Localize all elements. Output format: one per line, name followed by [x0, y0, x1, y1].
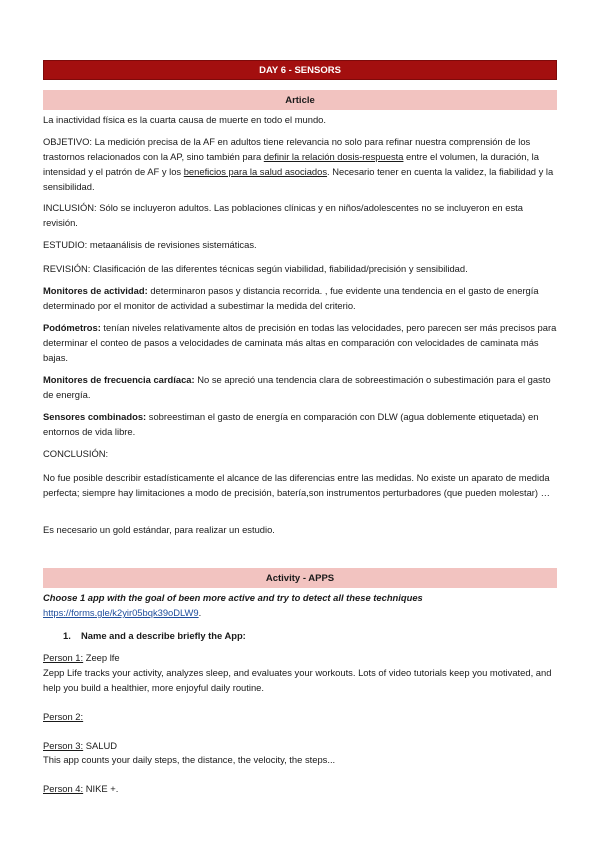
person-1-app: Zeep lfe: [83, 652, 120, 663]
person-2-label: Person 2:: [43, 711, 84, 722]
objetivo-text-1: La medición precisa de la AF en adultos tiene relevancia no solo para refinar nuestra comprensión de los trastornos relacionados con la AP, sino también para: [43, 136, 531, 162]
podometros-paragraph: [43, 320, 557, 365]
monitores-fc-label: Monitores de frecuencia cardíaca:: [43, 374, 195, 385]
person-4-label: Person 4:: [43, 783, 84, 794]
person-3-description: This app counts your daily steps, the distance, the velocity, the steps...: [43, 754, 336, 765]
podometros-label: Podómetros:: [43, 322, 101, 333]
sensores-text: sobreestiman el gasto de energía en comparación con DLW (agua doblemente etiquetada) en entornos de vida libre.: [43, 411, 539, 437]
person-1-label: Person 1:: [43, 652, 84, 663]
article-heading: Article: [43, 90, 557, 110]
revision-paragraph: REVISIÓN: Clasificación de las diferentes técnicas según viabilidad, fiabilidad/precisión y sensibilidad.: [43, 263, 468, 274]
person-1-line: [43, 650, 557, 665]
conclusion-paragraph: No fue posible describir estadísticamente el alcance de las diferencias entre las medidas. No existe un aparato de medida perfecta; siempre hay limitaciones a modo de precisión, batería,son instrumentos perturbadores (que pueden molestar) …: [43, 472, 551, 498]
podometros-text: tenían niveles relativamente altos de precisión en todas las velocidades, pero parecen ser más precisos para determinar el conteo de pasos a velocidades de caminata más altas en comparación con velocidades de caminata más bajas.: [43, 322, 557, 363]
objetivo-paragraph: [43, 134, 557, 194]
conclusion-label: CONCLUSIÓN:: [43, 448, 109, 459]
inclusion-paragraph: INCLUSIÓN: Sólo se incluyeron adultos. Las poblaciones clínicas y en niños/adolescentes no se incluyeron en esta revisión.: [43, 202, 523, 228]
person-4-line: [43, 781, 557, 796]
monitores-fc-text: No se apreció una tendencia clara de sobreestimación o subestimación para el gasto de energía.: [43, 374, 551, 400]
monitores-fc-paragraph: [43, 372, 557, 402]
monitores-actividad-text: determinaron pasos y distancia recorrida. , fue evidente una tendencia en el gasto de energía determinado por el monitor de actividad a subestimar la medida del criterio.: [43, 285, 539, 311]
form-link-suffix: .: [198, 607, 202, 618]
closing-paragraph: Es necesario un gold estándar, para realizar un estudio.: [43, 524, 275, 535]
person-3-line: [43, 738, 557, 753]
question-1: [63, 628, 557, 643]
page-title: DAY 6 - SENSORS: [43, 60, 557, 80]
monitores-actividad-label: Monitores de actividad:: [43, 285, 148, 296]
monitores-actividad-paragraph: [43, 283, 557, 313]
activity-heading: Activity - APPS: [43, 568, 557, 588]
form-link-line: [43, 605, 557, 620]
person-3-label: Person 3:: [43, 740, 84, 751]
dosis-respuesta-link[interactable]: definir la relación dosis-respuesta: [263, 151, 404, 162]
beneficios-link[interactable]: beneficios para la salud asociados: [183, 166, 328, 177]
sensores-label: Sensores combinados:: [43, 411, 147, 422]
person-3-app: SALUD: [83, 740, 118, 751]
objetivo-text-3: . Necesario tener en cuenta la validez, la fiabilidad y la sensibilidad.: [43, 166, 554, 192]
question-text: Name and a describe briefly the App:: [81, 630, 246, 641]
activity-instruction: Choose 1 app with the goal of been more active and try to detect all these techniques: [43, 592, 423, 603]
sensores-paragraph: [43, 409, 557, 439]
intro-text: La inactividad física es la cuarta causa de muerte en todo el mundo.: [43, 114, 326, 125]
form-link[interactable]: https://forms.gle/k2yir05bqk39oDLW9: [43, 607, 199, 618]
estudio-paragraph: ESTUDIO: metaanálisis de revisiones sistemáticas.: [43, 239, 257, 250]
person-4-app: NIKE +.: [83, 783, 119, 794]
question-number: 1.: [63, 630, 71, 641]
person-1-description: Zepp Life tracks your activity, analyzes sleep, and evaluates your workouts. Lots of video tutorials keep you motivated, and help you build a healthier, more enjoyful daily routine.: [43, 667, 552, 693]
person-2-line: [43, 709, 557, 724]
objetivo-text-2: entre el volumen, la duración, la intensidad y el patrón de AF y los: [43, 151, 539, 177]
objetivo-label: OBJETIVO:: [43, 136, 92, 147]
